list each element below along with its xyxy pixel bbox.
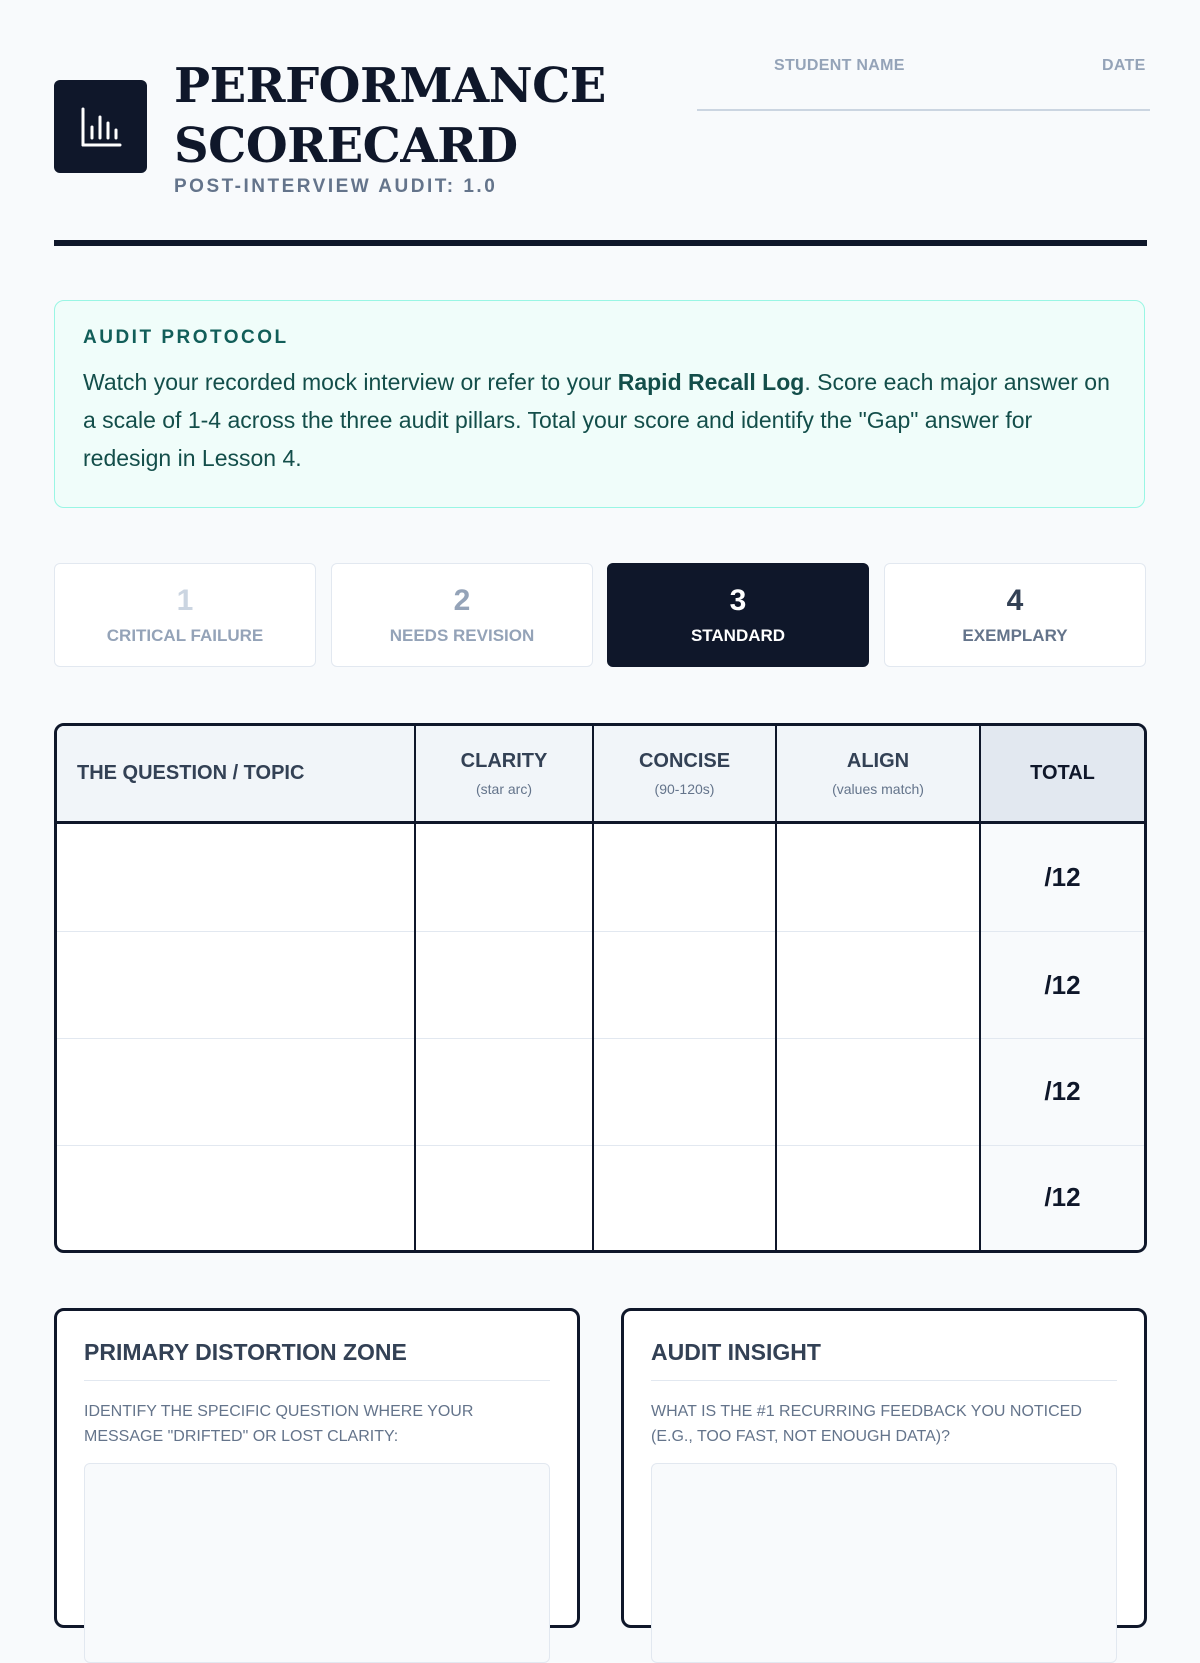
scale-number: 4 (1006, 584, 1024, 617)
header-align-label: ALIGN (846, 749, 910, 772)
audit-insight-input[interactable] (651, 1463, 1117, 1663)
student-name-field[interactable] (697, 109, 1150, 111)
score-scale (54, 563, 1147, 669)
table-row (57, 822, 1144, 932)
align-cell[interactable] (776, 1145, 980, 1250)
header-clarity-sub: (star arc) (476, 780, 532, 797)
primary-distortion-input[interactable] (84, 1463, 550, 1663)
header-align-sub: (values match) (832, 780, 924, 797)
audit-insight-title: AUDIT INSIGHT (651, 1339, 1117, 1381)
primary-distortion-title: PRIMARY DISTORTION ZONE (84, 1339, 550, 1381)
scale-option-1[interactable] (54, 563, 316, 667)
scale-number: 2 (453, 584, 471, 617)
table-row (57, 1145, 1144, 1250)
scale-option-2[interactable] (331, 563, 593, 667)
header-topic: THE QUESTION / TOPIC (57, 726, 415, 822)
score-table (54, 723, 1147, 1253)
student-name-label: STUDENT NAME (774, 57, 905, 74)
total-cell[interactable]: /12 (980, 932, 1144, 1039)
total-cell[interactable]: /12 (980, 1145, 1144, 1250)
logo (54, 80, 147, 173)
topic-cell[interactable] (57, 822, 415, 932)
concise-cell[interactable] (593, 1145, 776, 1250)
scorecard-page (54, 0, 1147, 1445)
topic-cell[interactable] (57, 1038, 415, 1145)
header-concise-label: CONCISE (638, 749, 731, 772)
clarity-cell[interactable] (415, 822, 593, 932)
protocol-text-end: . Score each major answer on a scale of 1-4 across the three audit pillars. Total your score and identify the "Gap" answer for redesign in Lesson 4. (83, 369, 1110, 471)
date-label: DATE (1102, 57, 1146, 74)
header-align (776, 726, 980, 822)
total-cell[interactable]: /12 (980, 1038, 1144, 1145)
header-divider (54, 240, 1147, 246)
align-cell[interactable] (776, 822, 980, 932)
scale-label: NEEDS REVISION (389, 626, 535, 645)
concise-cell[interactable] (593, 1038, 776, 1145)
header-total: TOTAL (980, 726, 1144, 822)
scale-option-4[interactable] (884, 563, 1146, 667)
align-cell[interactable] (776, 932, 980, 1039)
title-line-1: PERFORMANCE (174, 58, 606, 114)
concise-cell[interactable] (593, 822, 776, 932)
scale-label: CRITICAL FAILURE (106, 626, 264, 645)
header-clarity (415, 726, 593, 822)
rapid-recall-log-emphasis: Rapid Recall Log (617, 369, 805, 395)
header-concise-sub: (90-120s) (654, 780, 715, 797)
header-concise (593, 726, 776, 822)
audit-protocol-title: AUDIT PROTOCOL (83, 327, 289, 348)
table-header-row (57, 726, 1144, 822)
clarity-cell[interactable] (415, 1038, 593, 1145)
audit-protocol-box (54, 300, 1145, 508)
page-title (174, 56, 674, 176)
header (54, 0, 1147, 250)
protocol-text-start: Watch your recorded mock interview or refer to your (83, 369, 618, 395)
scale-label: STANDARD (690, 626, 786, 645)
audit-protocol-text (83, 363, 1116, 477)
bar-chart-icon (79, 105, 123, 149)
clarity-cell[interactable] (415, 932, 593, 1039)
primary-distortion-card (54, 1308, 580, 1628)
topic-cell[interactable] (57, 932, 415, 1039)
topic-cell[interactable] (57, 1145, 415, 1250)
table-row (57, 932, 1144, 1039)
primary-distortion-prompt: IDENTIFY THE SPECIFIC QUESTION WHERE YOUR MESSAGE "DRIFTED" OR LOST CLARITY: (84, 1403, 474, 1445)
scale-label: EXEMPLARY (962, 626, 1068, 645)
scale-number: 3 (729, 584, 747, 617)
audit-insight-prompt: WHAT IS THE #1 RECURRING FEEDBACK YOU NOTICED (E.G., TOO FAST, NOT ENOUGH DATA)? (651, 1403, 1082, 1445)
total-cell[interactable]: /12 (980, 822, 1144, 932)
header-clarity-label: CLARITY (460, 749, 548, 772)
concise-cell[interactable] (593, 932, 776, 1039)
title-line-2: SCORECARD (174, 118, 518, 174)
table-row (57, 1038, 1144, 1145)
audit-insight-card (621, 1308, 1147, 1628)
page-subtitle: POST-INTERVIEW AUDIT: 1.0 (174, 176, 498, 197)
scale-option-3[interactable] (607, 563, 869, 667)
align-cell[interactable] (776, 1038, 980, 1145)
clarity-cell[interactable] (415, 1145, 593, 1250)
scale-number: 1 (176, 584, 194, 617)
